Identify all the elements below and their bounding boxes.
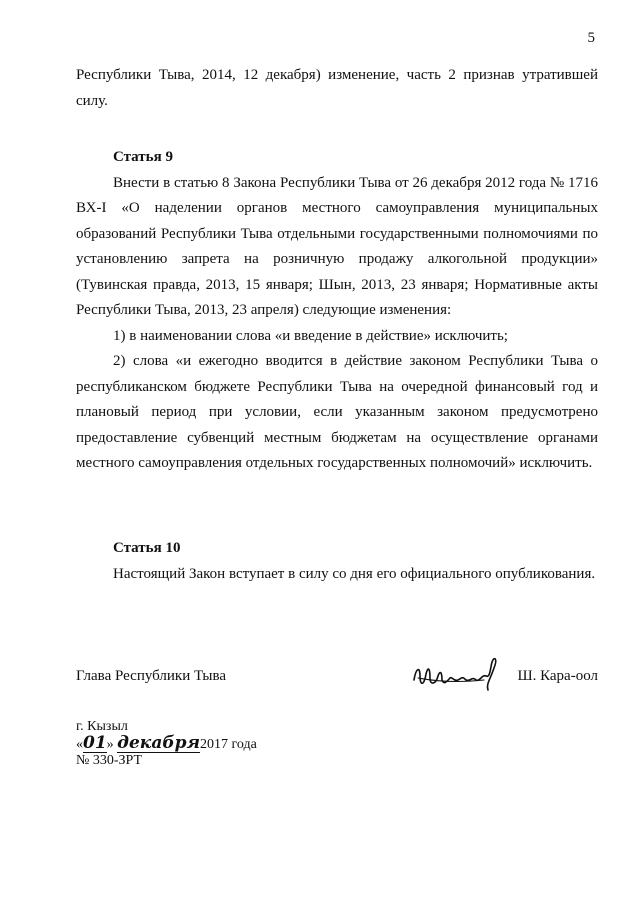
date-open-quote: « [76,737,83,752]
article-10-heading: Статья 10 [113,540,181,556]
city: г. Кызыл [76,719,128,734]
article-9-heading: Статья 9 [113,149,173,165]
continuation-paragraph: Республики Тыва, 2014, 12 декабря) изменение, часть 2 признав утратившей силу. [76,67,598,109]
document-body [76,63,598,114]
signatory-position: Глава Республики Тыва [76,668,227,684]
article-9 [76,145,598,477]
place-date-number [76,718,257,769]
article-10 [76,536,598,587]
article-9-item-1: 1) в наименовании слова «и введение в действие» исключить; [113,327,508,344]
date-month: декабря [117,733,201,753]
date-close-quote: » [106,737,114,752]
article-9-intro: Внести в статью 8 Закона Республики Тыва от 26 декабря 2012 года № 1716 ВХ-I «О наделении органов местного самоуправления муниципальных образований Республики Тыва отдельными государственными полномочиями по установлению запрета на розничную продажу алкогольной продукции» (Тувинская правда, 2013, 15 января; Шын, 2013, 23 января; Нормативные акты Республики Тыва, 2013, 23 апреля) следующие изменения: [76,174,598,318]
handwritten-signature [406,650,506,700]
date-line [76,735,257,752]
date-year: 2017 года [200,737,257,752]
page-number: 5 [587,30,595,46]
law-number: № 330-ЗРТ [76,753,143,768]
signatory-name: Ш. Кара-оол [517,668,598,684]
signature-block [76,650,598,700]
date-day: 01 [83,733,107,753]
article-9-item-2: 2) слова «и ежегодно вводится в действие законом Республики Тыва о республиканском бюджете Республики Тыва на очередной финансовый год и плановый период при условии, если указанным законом предусмотрено предоставление субвенций местным бюджетам на осуществление органами местного самоуправления отдельных государственных полномочий» исключить. [76,353,598,471]
article-10-text: Настоящий Закон вступает в силу со дня его официального опубликования. [113,565,596,582]
